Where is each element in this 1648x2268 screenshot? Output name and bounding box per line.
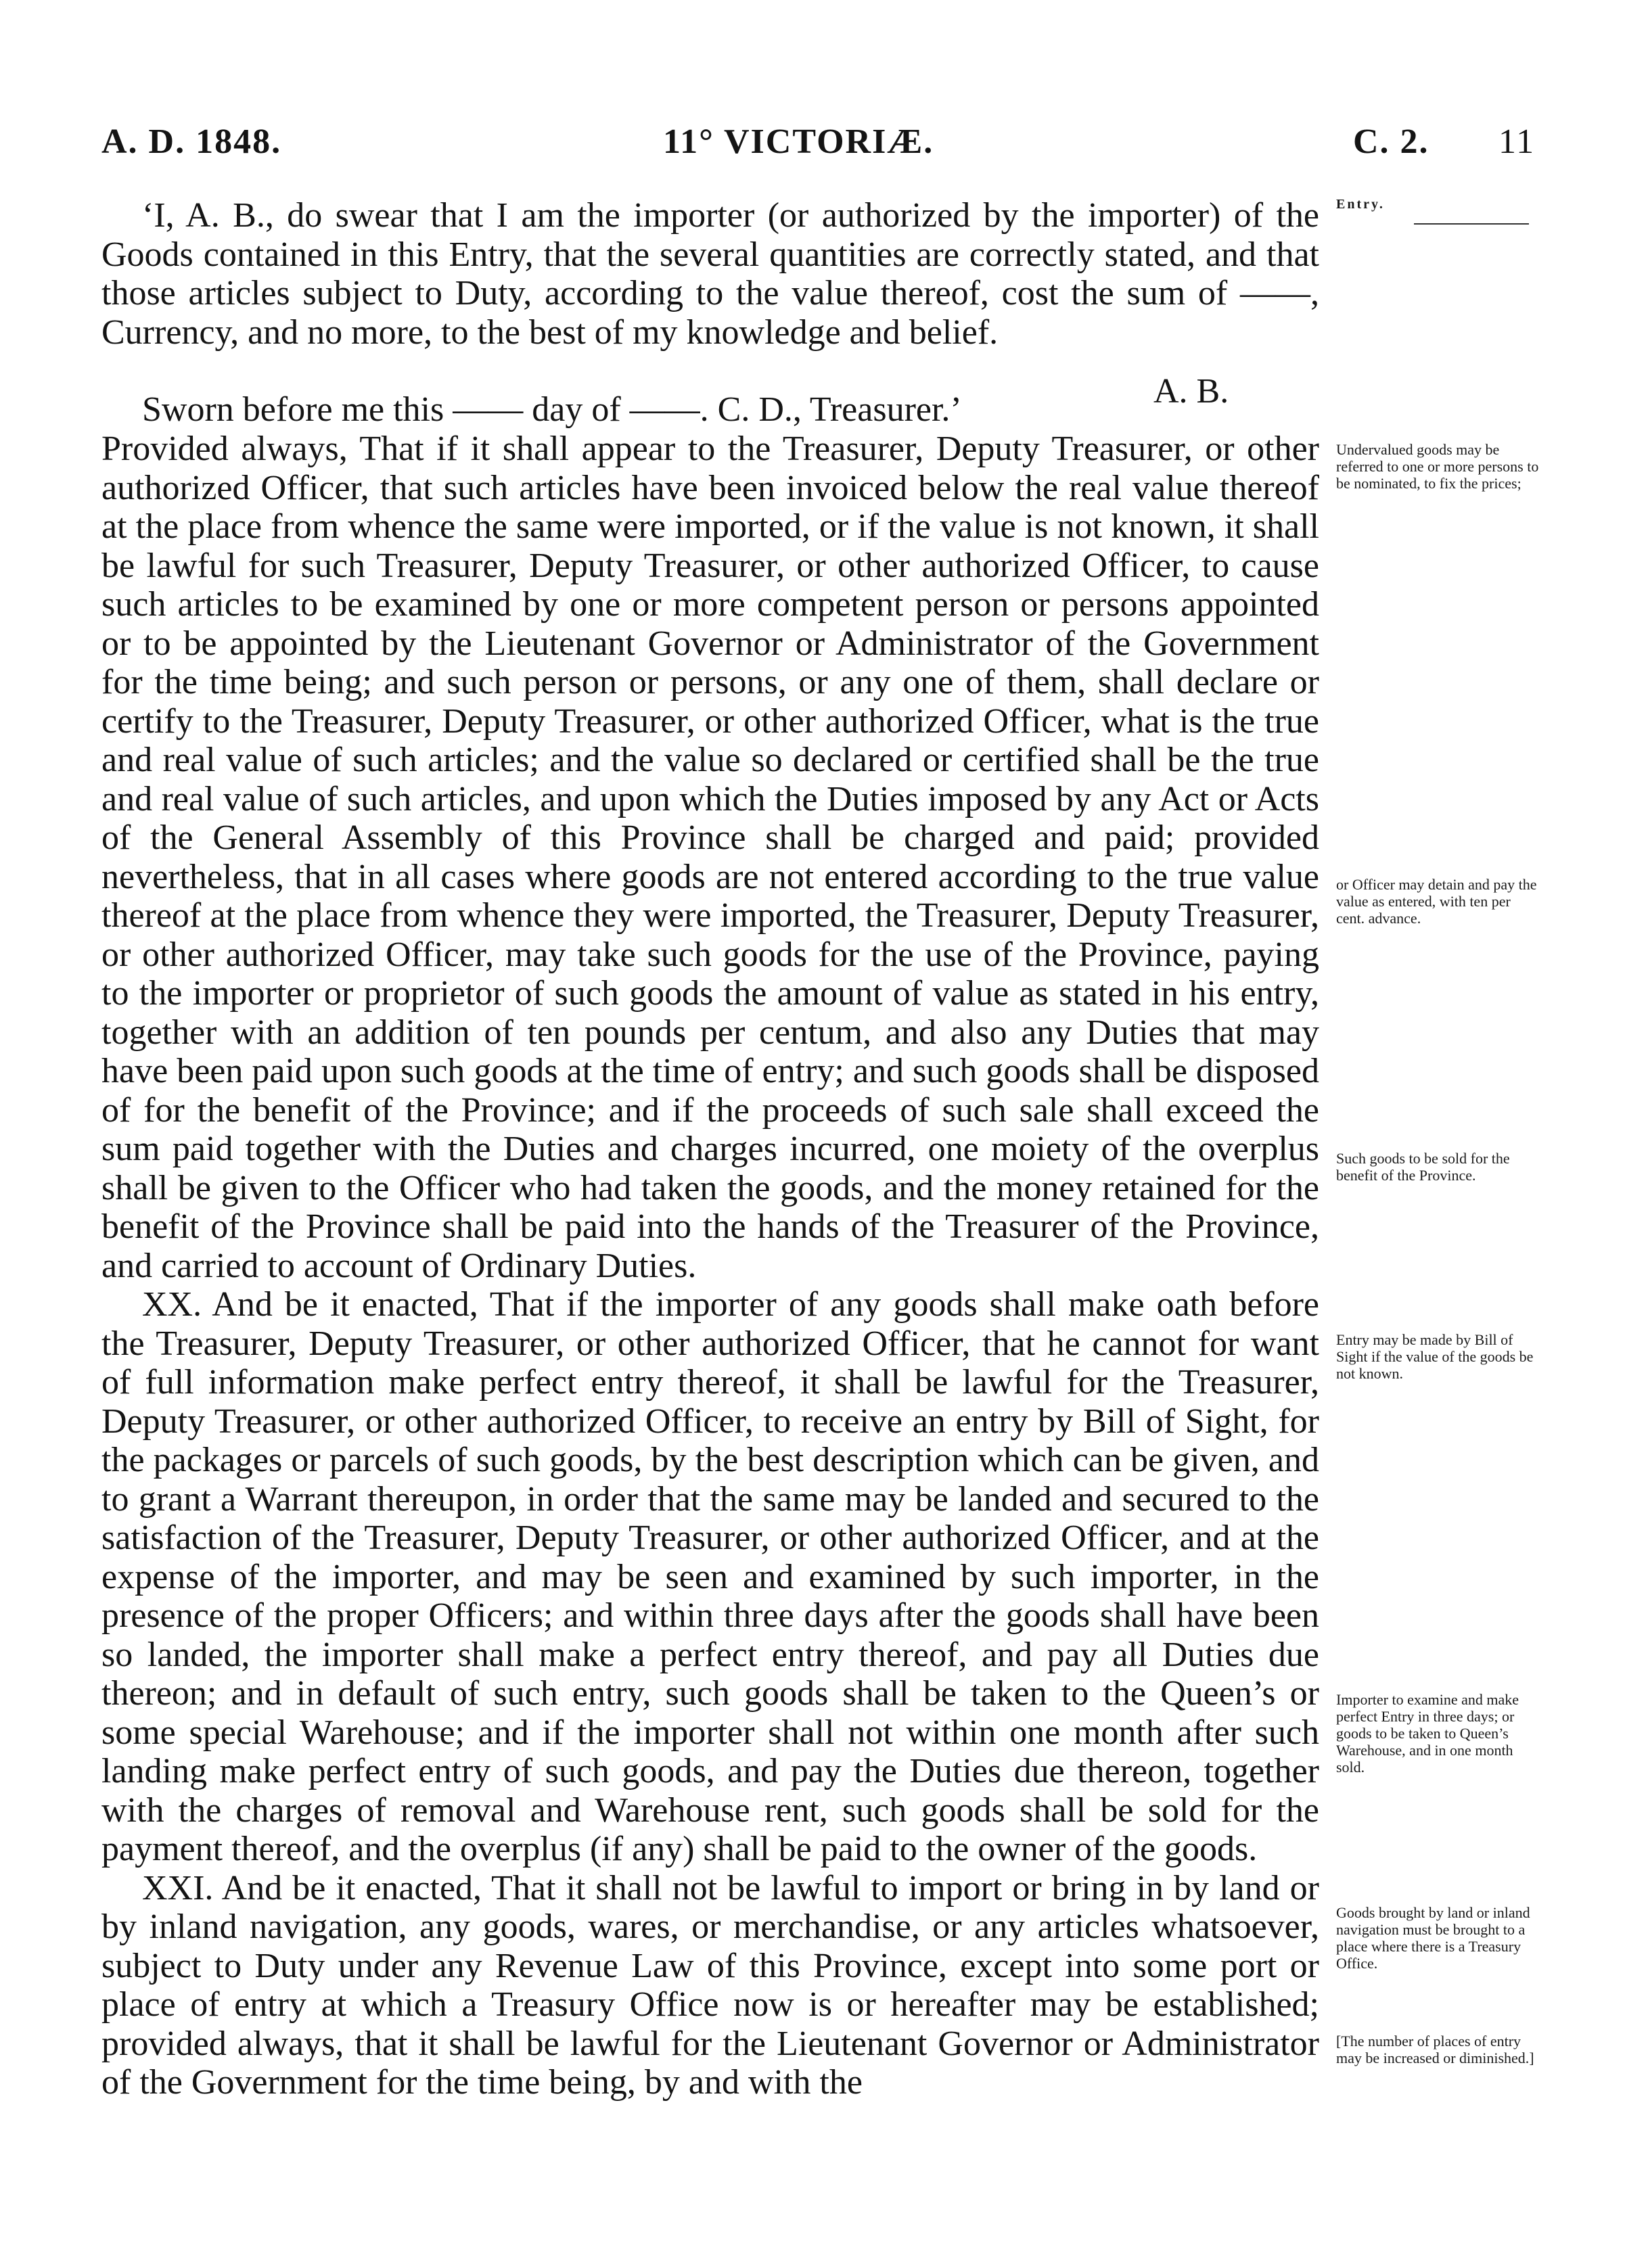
marginal-note-bill-of-sight: Entry may be made by Bill of Sight if the value of the goods be not known.	[1336, 1331, 1534, 1382]
marginal-note-goods-brought: Goods brought by land or inland navigation must be brought to a place where there is a Treasury Office.	[1336, 1904, 1530, 1972]
oath-sworn-line: Sworn before me this —— day of ——. C. D., Treasurer.’	[142, 390, 962, 429]
marginal-note-sold-benefit: Such goods to be sold for the benefit of the Province.	[1336, 1150, 1510, 1184]
proviso-paragraph: Provided always, That if it shall appear to the Treasurer, Deputy Treasurer, or other authorized Officer, that such articles have been invoiced below the real value thereof at the place from whence the same were imported, or if the value is not known, it shall be lawful for such Treasurer, Deputy Treasurer, or other authorized Officer, to cause such articles to be examined by one or more competent person or persons appointed or to be appointed by the Lieutenant Governor or Administrator of the Government for the time being; and such person or persons, or any one of them, shall declare or certify to the Treasurer, Deputy Treasurer, or other authorized Officer, what is the true and real value of such articles; and the value so declared or certified shall be the true and real value of such articles, and upon which the Duties imposed by any Act or Acts of the General Assembly of this Province shall be charged and paid; provided nevertheless, that in all cases where goods are not entered according to the true value thereof at the place from whence they were imported, the Treasurer, Deputy Treasurer, or other authorized Officer, may take such goods for the use of the Province, paying to the importer or proprietor of such goods the amount of value as stated in his entry, together with an addition of ten pounds per centum, and also any Duties that may have been paid upon such goods at the time of entry; and such goods shall be disposed of for the benefit of the Province; and if the proceeds of such sale shall exceed the sum paid together with the Duties and charges incurred, one moiety of the overplus shall be given to the Officer who had taken the goods, and the money retained for the benefit of the Province shall be paid into the hands of the Treasurer of the Province, and carried to account of Ordinary Duties.	[101, 430, 1319, 1285]
marginal-note-importer-examine: Importer to examine and make perfect Entry in three days; or goods to be taken to Queen’s Warehouse, and in one month sold.	[1336, 1691, 1519, 1776]
oath-attestation	[101, 352, 1319, 430]
section-xx: XX. And be it enacted, That if the importer of any goods shall make oath before the Treasurer, Deputy Treasurer, or other authorized Officer, that he cannot for want of full information make perfect entry thereof, it shall be lawful for the Treasurer, Deputy Treasurer, or other authorized Officer, to receive an entry by Bill of Sight, for the packages or parcels of such goods, by the best description which can be given, and to grant a Warrant thereupon, in order that the same may be landed and secured to the satisfaction of the Treasurer, Deputy Treasurer, or other authorized Officer, and at the expense of the importer, and may be seen and examined by such importer, in the presence of the proper Officers; and within three days after the goods shall have been so landed, the importer shall make a perfect entry thereof, and pay all Duties due thereon; and in default of such entry, such goods shall be taken to the Queen’s or some special Warehouse; and if the importer shall not within one month after such landing make perfect entry of such goods, and pay the Duties due thereon, together with the charges of removal and Warehouse rent, such goods shall be sold for the payment thereof, and the overplus (if any) shall be paid to the owner of the goods.	[101, 1285, 1319, 1868]
statute-text	[101, 196, 1319, 2102]
marginal-note-officer-detain: or Officer may detain and pay the value as entered, with ten per cent. advance.	[1336, 876, 1537, 927]
oath-form-text: ‘I, A. B., do swear that I am the importer (or authorized by the importer) of the Goods contained in this Entry, that the several quantities are correctly stated, and that those articles subject to Duty, according to the value thereof, cost the sum of ——, Currency, and no more, to the best of my knowledge and belief.	[101, 196, 1319, 352]
marginal-note-places-of-entry: [The number of places of entry may be increased or diminished.]	[1336, 2033, 1534, 2066]
running-head	[101, 122, 1536, 169]
section-xxi: XXI. And be it enacted, That it shall not be lawful to import or bring in by land or by inland navigation, any goods, wares, or merchandise, or any articles whatsoever, subject to Duty under any Revenue Law of this Province, except into some port or place of entry at which a Treasury Office now is or hereafter may be established; provided always, that it shall be lawful for the Lieutenant Governor or Administrator of the Government for the time being, by and with the	[101, 1868, 1319, 2102]
oath-signer: A. B.	[1153, 372, 1229, 411]
running-head-year: A. D. 1848.	[101, 122, 282, 161]
running-head-chapter: C. 2.	[1353, 122, 1429, 161]
marginal-note-entry: Entry.	[1336, 197, 1385, 212]
running-head-reign: 11° VICTORIÆ.	[663, 122, 934, 161]
marginal-note-undervalued: Undervalued goods may be referred to one or more persons to be nominated, to fix the prices;	[1336, 441, 1539, 492]
marginal-rule	[1414, 223, 1529, 225]
page-number: 11	[1498, 122, 1536, 161]
